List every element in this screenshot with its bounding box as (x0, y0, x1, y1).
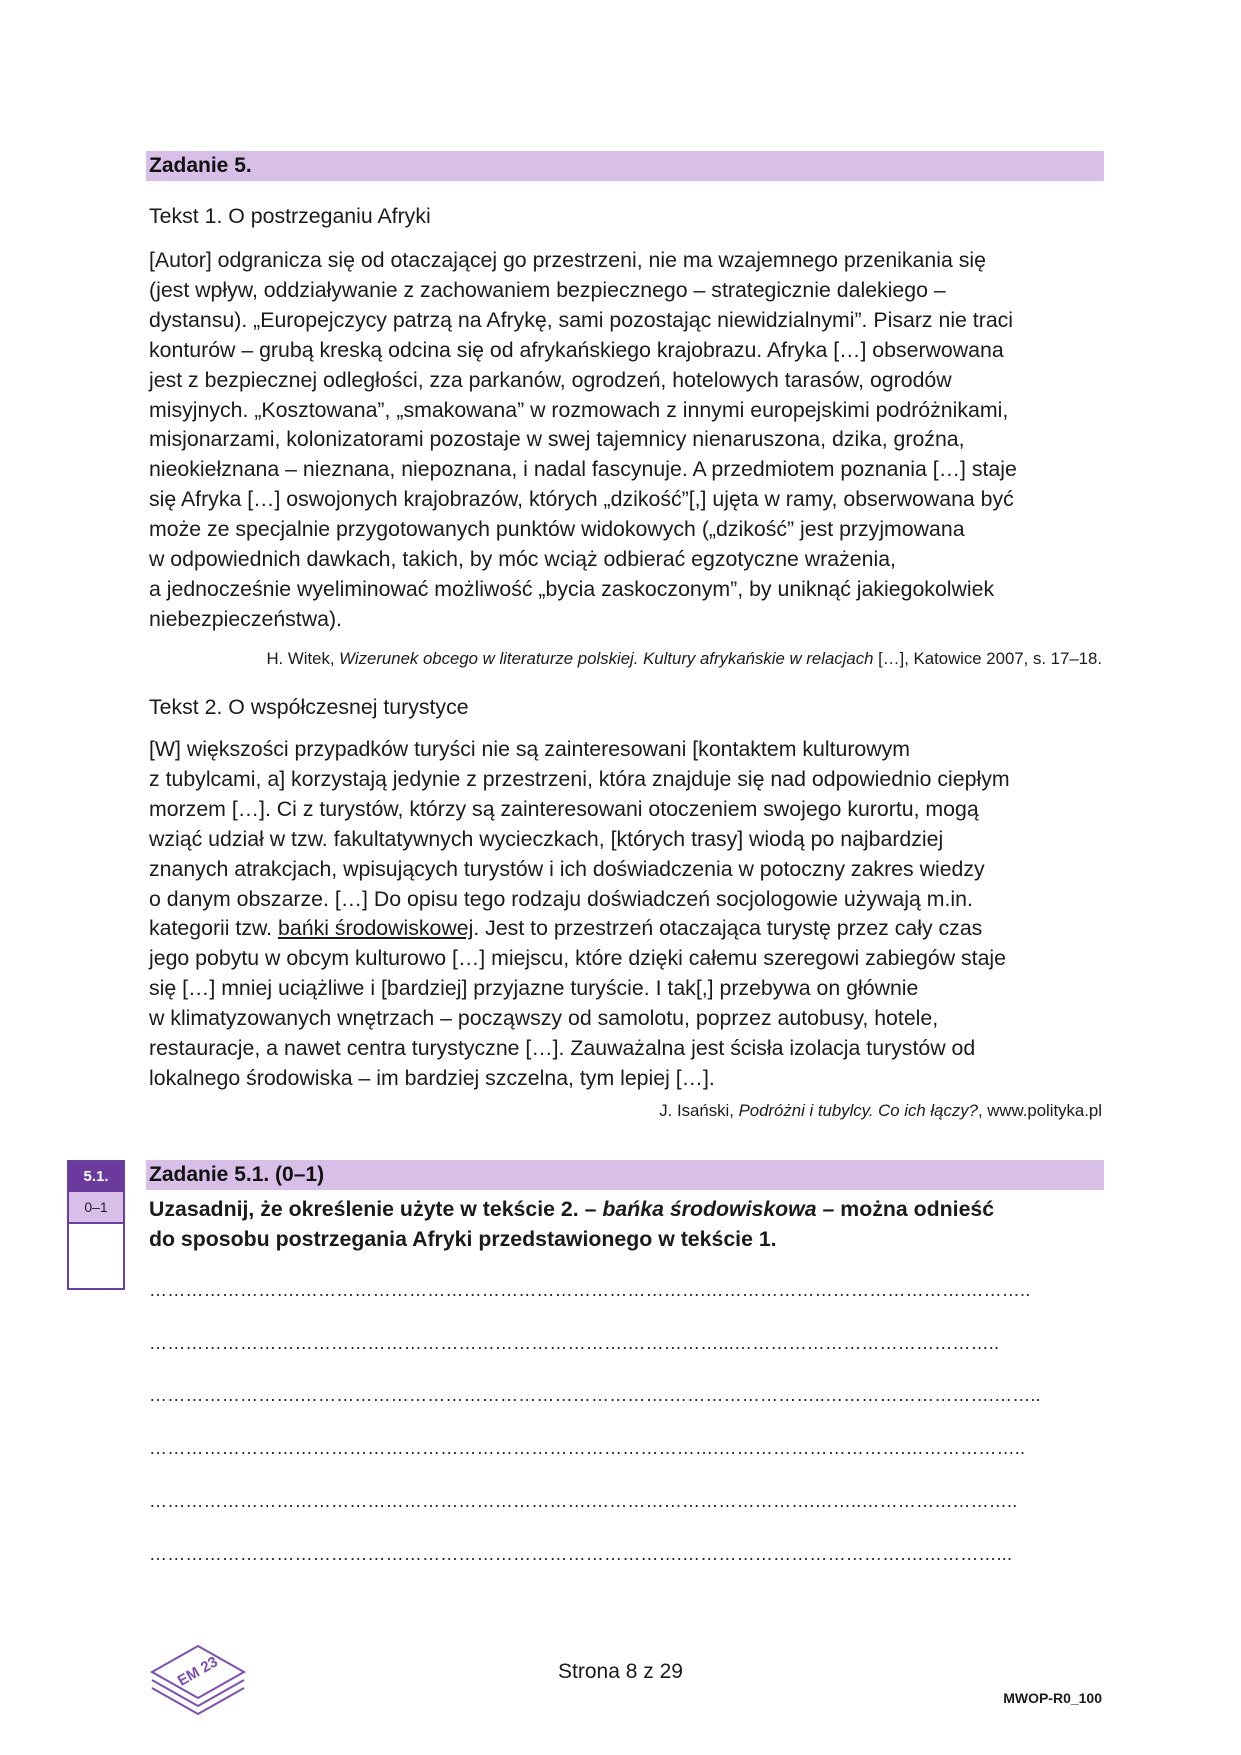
page-number: Strona 8 z 29 (558, 1660, 683, 1683)
source-author: H. Witek, (266, 649, 340, 668)
text-2-line: w klimatyzowanych wnętrzach – począwszy od samolotu, poprzez autobusy, hotele, (149, 1006, 939, 1031)
text-1-line: misjonarzami, kolonizatorami pozostaje w swej tajemnicy nienaruszona, dzika, groźna, (149, 427, 965, 452)
source-work-title: Wizerunek obcego w literaturze polskiej. Kultury afrykańskie w relacjach (339, 649, 874, 668)
source-author: J. Isański, (659, 1101, 739, 1120)
text-1-line: niebezpieczeństwa). (149, 606, 342, 631)
text-2-line: znanych atrakcjach, wpisujących turystów i ich doświadczenia w potoczny zakres wiedzy (149, 856, 985, 881)
text-2-title: Tekst 2. O współczesnej turystyce (149, 695, 469, 719)
text-1-line: w odpowiednich dawkach, takich, by móc wciąż odbierać egzotyczne wrażenia, (149, 547, 896, 572)
answer-line[interactable]: …………………….………………………………………………………….…………………………………….……….. (149, 1280, 1031, 1300)
text-1-body (149, 246, 1109, 635)
text-1-line: a jednocześnie wyeliminować możliwość „bycia zaskoczonym”, by uniknąć jakiegokolwiek (149, 576, 995, 601)
source-work-title: Podróżni i tubylcy. Co ich łączy? (738, 1101, 978, 1120)
text-1-line: (jest wpływ, oddziaływanie z zachowaniem bezpiecznego – strategicznie dalekiego – (149, 277, 946, 302)
answer-line[interactable]: …………………………………………………………………………….……………………………….……………... (149, 1544, 1013, 1564)
subtask-5-1-header: Zadanie 5.1. (0–1) (146, 1160, 1104, 1190)
text-2-line-part: kategorii tzw. (149, 916, 279, 941)
score-box (67, 1160, 125, 1290)
source-details: , www.polityka.pl (977, 1101, 1102, 1120)
logo-text: EM 23 (174, 1653, 221, 1690)
text-2-line: jego pobytu w obcym kulturowo […] miejscu, które dzięki całemu szeregowi zabiegów staje (149, 946, 1006, 971)
text-1-line: konturów – grubą kreską odcina się od afrykańskiego krajobrazu. Afryka […] obserwowana (149, 337, 1004, 362)
text-2-source (659, 1100, 1102, 1122)
text-2-line: się […] mniej uciążliwe i [bardziej] przyjazne turyście. I tak[,] przebywa on głównie (149, 976, 919, 1001)
answer-line[interactable]: ………………………………………………………………………………….………………………….……………….. (149, 1438, 1026, 1458)
answer-line[interactable]: ……………………………………………………………….……………………………….……..…………………….. (149, 1491, 1018, 1511)
text-1-line: [Autor] odgranicza się od otaczającej go przestrzeni, nie ma wzajemnego przenikania się (149, 248, 986, 272)
text-2-line-part: . Jest to przestrzeń otaczająca turystę przez cały czas (473, 916, 983, 941)
text-2-body (149, 735, 1109, 1094)
text-1-line: może ze specjalnie przygotowanych punktów widokowych („dzikość” jest przyjmowana (149, 517, 965, 542)
text-1-line: się Afryka […] oswojonych krajobrazów, których „dzikość”[,] ujęta w ramy, obserwowana być (149, 487, 1014, 512)
score-entry-field (69, 1224, 123, 1288)
underlined-term: bańki środowiskowej (278, 916, 474, 941)
question-line (149, 1194, 1109, 1224)
question-part: Uzasadnij, że określenie użyte w tekście 2. – (149, 1197, 603, 1221)
points-badge: 0–1 (69, 1192, 123, 1224)
text-1-title: Tekst 1. O postrzeganiu Afryki (149, 204, 431, 228)
text-1-source (266, 648, 1102, 670)
subtask-question (149, 1194, 1109, 1254)
subtask-number-badge: 5.1. (69, 1162, 123, 1192)
text-2-line (149, 914, 1109, 944)
answer-line[interactable]: …………………….…………………………………………………….……………………..……………………….…….. (149, 1385, 1041, 1405)
document-code: MWOP-R0_100 (1003, 1690, 1102, 1706)
question-line: do sposobu postrzegania Afryki przedstawionego w tekście 1. (149, 1227, 777, 1251)
text-2-line: morzem […]. Ci z turystów, którzy są zainteresowani otoczeniem swojego kurortu, mogą (149, 796, 979, 821)
text-2-line: o danym obszarze. […] Do opisu tego rodzaju doświadczeń socjologowie używają m.in. (149, 886, 973, 911)
question-part: – można odnieść (816, 1197, 995, 1221)
text-1-line: nieokiełznana – nieznana, niepoznana, i nadal fascynuje. A przedmiotem poznania […] staje (149, 457, 1017, 482)
text-2-line: [W] większości przypadków turyści nie są zainteresowani [kontaktem kulturowym (149, 737, 911, 761)
text-2-line: restauracje, a nawet centra turystyczne […]. Zauważalna jest ścisła izolacja turystów od (149, 1036, 976, 1061)
source-details: […], Katowice 2007, s. 17–18. (873, 649, 1102, 668)
text-2-line: lokalnego środowiska – im bardziej szczelna, tym lepiej […]. (149, 1065, 715, 1090)
text-1-line: jest z bezpiecznej odległości, zza parkanów, ogrodzeń, hotelowych tarasów, ogrodów (149, 367, 952, 392)
task-5-header: Zadanie 5. (146, 151, 1104, 181)
text-1-line: dystansu). „Europejczycy patrzą na Afrykę, sami pozostając niewidzialnymi”. Pisarz nie traci (149, 307, 1014, 332)
text-1-line: misyjnych. „Kosztowana”, „smakowana” w rozmowach z innymi europejskimi podróżnikami, (149, 397, 1009, 422)
question-term: bańka środowiskowa (602, 1197, 817, 1221)
text-2-line: z tubylcami, a] korzystają jedynie z przestrzeni, która znajduje się nad odpowiednio ciepłym (149, 766, 1010, 791)
text-2-line: wziąć udział w tzw. fakultatywnych wycieczkach, [których trasy] wiodą po najbardziej (149, 826, 944, 851)
answer-line[interactable]: …………………………………………………………………….……………...…………………………………….. (149, 1333, 1000, 1353)
